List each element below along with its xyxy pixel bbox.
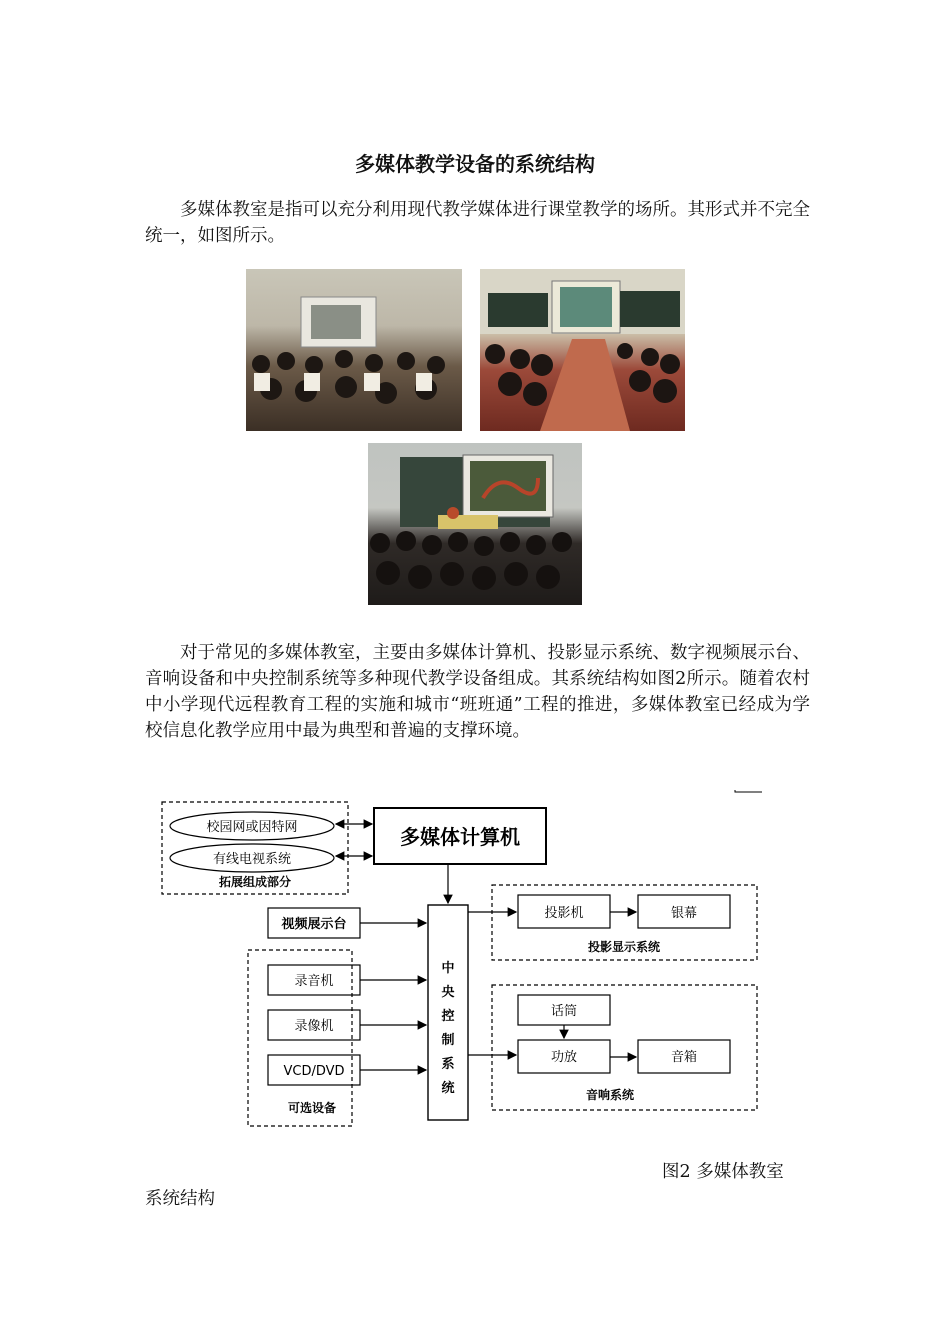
classroom-photo-2	[480, 269, 685, 431]
page-title: 多媒体教学设备的系统结构	[355, 152, 595, 176]
projector-label: 投影机	[544, 906, 584, 921]
central-control-char: 控	[441, 1009, 455, 1024]
classroom-photo-3	[368, 443, 582, 605]
vcr-label: 录像机	[294, 1019, 334, 1034]
central-control-char: 中	[441, 961, 455, 976]
optional-group-label: 可选设备	[287, 1101, 337, 1115]
central-control-char: 系	[441, 1057, 455, 1072]
microphone-label: 话筒	[550, 1004, 578, 1019]
system-structure-diagram	[160, 790, 770, 1135]
central-control-char: 制	[441, 1033, 455, 1048]
tape-recorder-label: 录音机	[294, 974, 334, 989]
amplifier-label: 功放	[550, 1050, 578, 1065]
figure-caption: 图2 多媒体教室	[662, 1162, 784, 1182]
expand-group-label: 拓展组成部分	[218, 875, 292, 889]
campus-network-label: 校园网或因特网	[206, 820, 298, 835]
speaker-label: 音箱	[670, 1050, 698, 1065]
intro-paragraph: 多媒体教室是指可以充分利用现代教学媒体进行课堂教学的场所。其形式并不完全统一，如图所示。	[145, 200, 810, 246]
figure-caption-continued: 系统结构	[145, 1189, 215, 1209]
projection-group-label: 投影显示系统	[587, 940, 661, 954]
video-booth-label: 视频展示台	[281, 917, 347, 932]
vcd-dvd-label: VCD/DVD	[283, 1064, 345, 1079]
screen-label: 银幕	[670, 906, 698, 921]
audio-group-label: 音响系统	[585, 1088, 635, 1102]
central-control-char: 统	[441, 1081, 455, 1096]
computer-label: 多媒体计算机	[400, 825, 520, 849]
classroom-photo-1	[246, 269, 462, 431]
description-paragraph: 对于常见的多媒体教室，主要由多媒体计算机、投影显示系统、数字视频展示台、音响设备和中央控制系统等多种现代教学设备组成。其系统结构如图2所示。随着农村中小学现代远程教育工程的实施和城市“班班通”工程的推进，多媒体教室已经成为学校信息化教学应用中最为典型和普遍的支撑环境。	[145, 643, 810, 741]
cable-tv-label: 有线电视系统	[212, 852, 292, 867]
central-control-char: 央	[441, 985, 455, 1000]
